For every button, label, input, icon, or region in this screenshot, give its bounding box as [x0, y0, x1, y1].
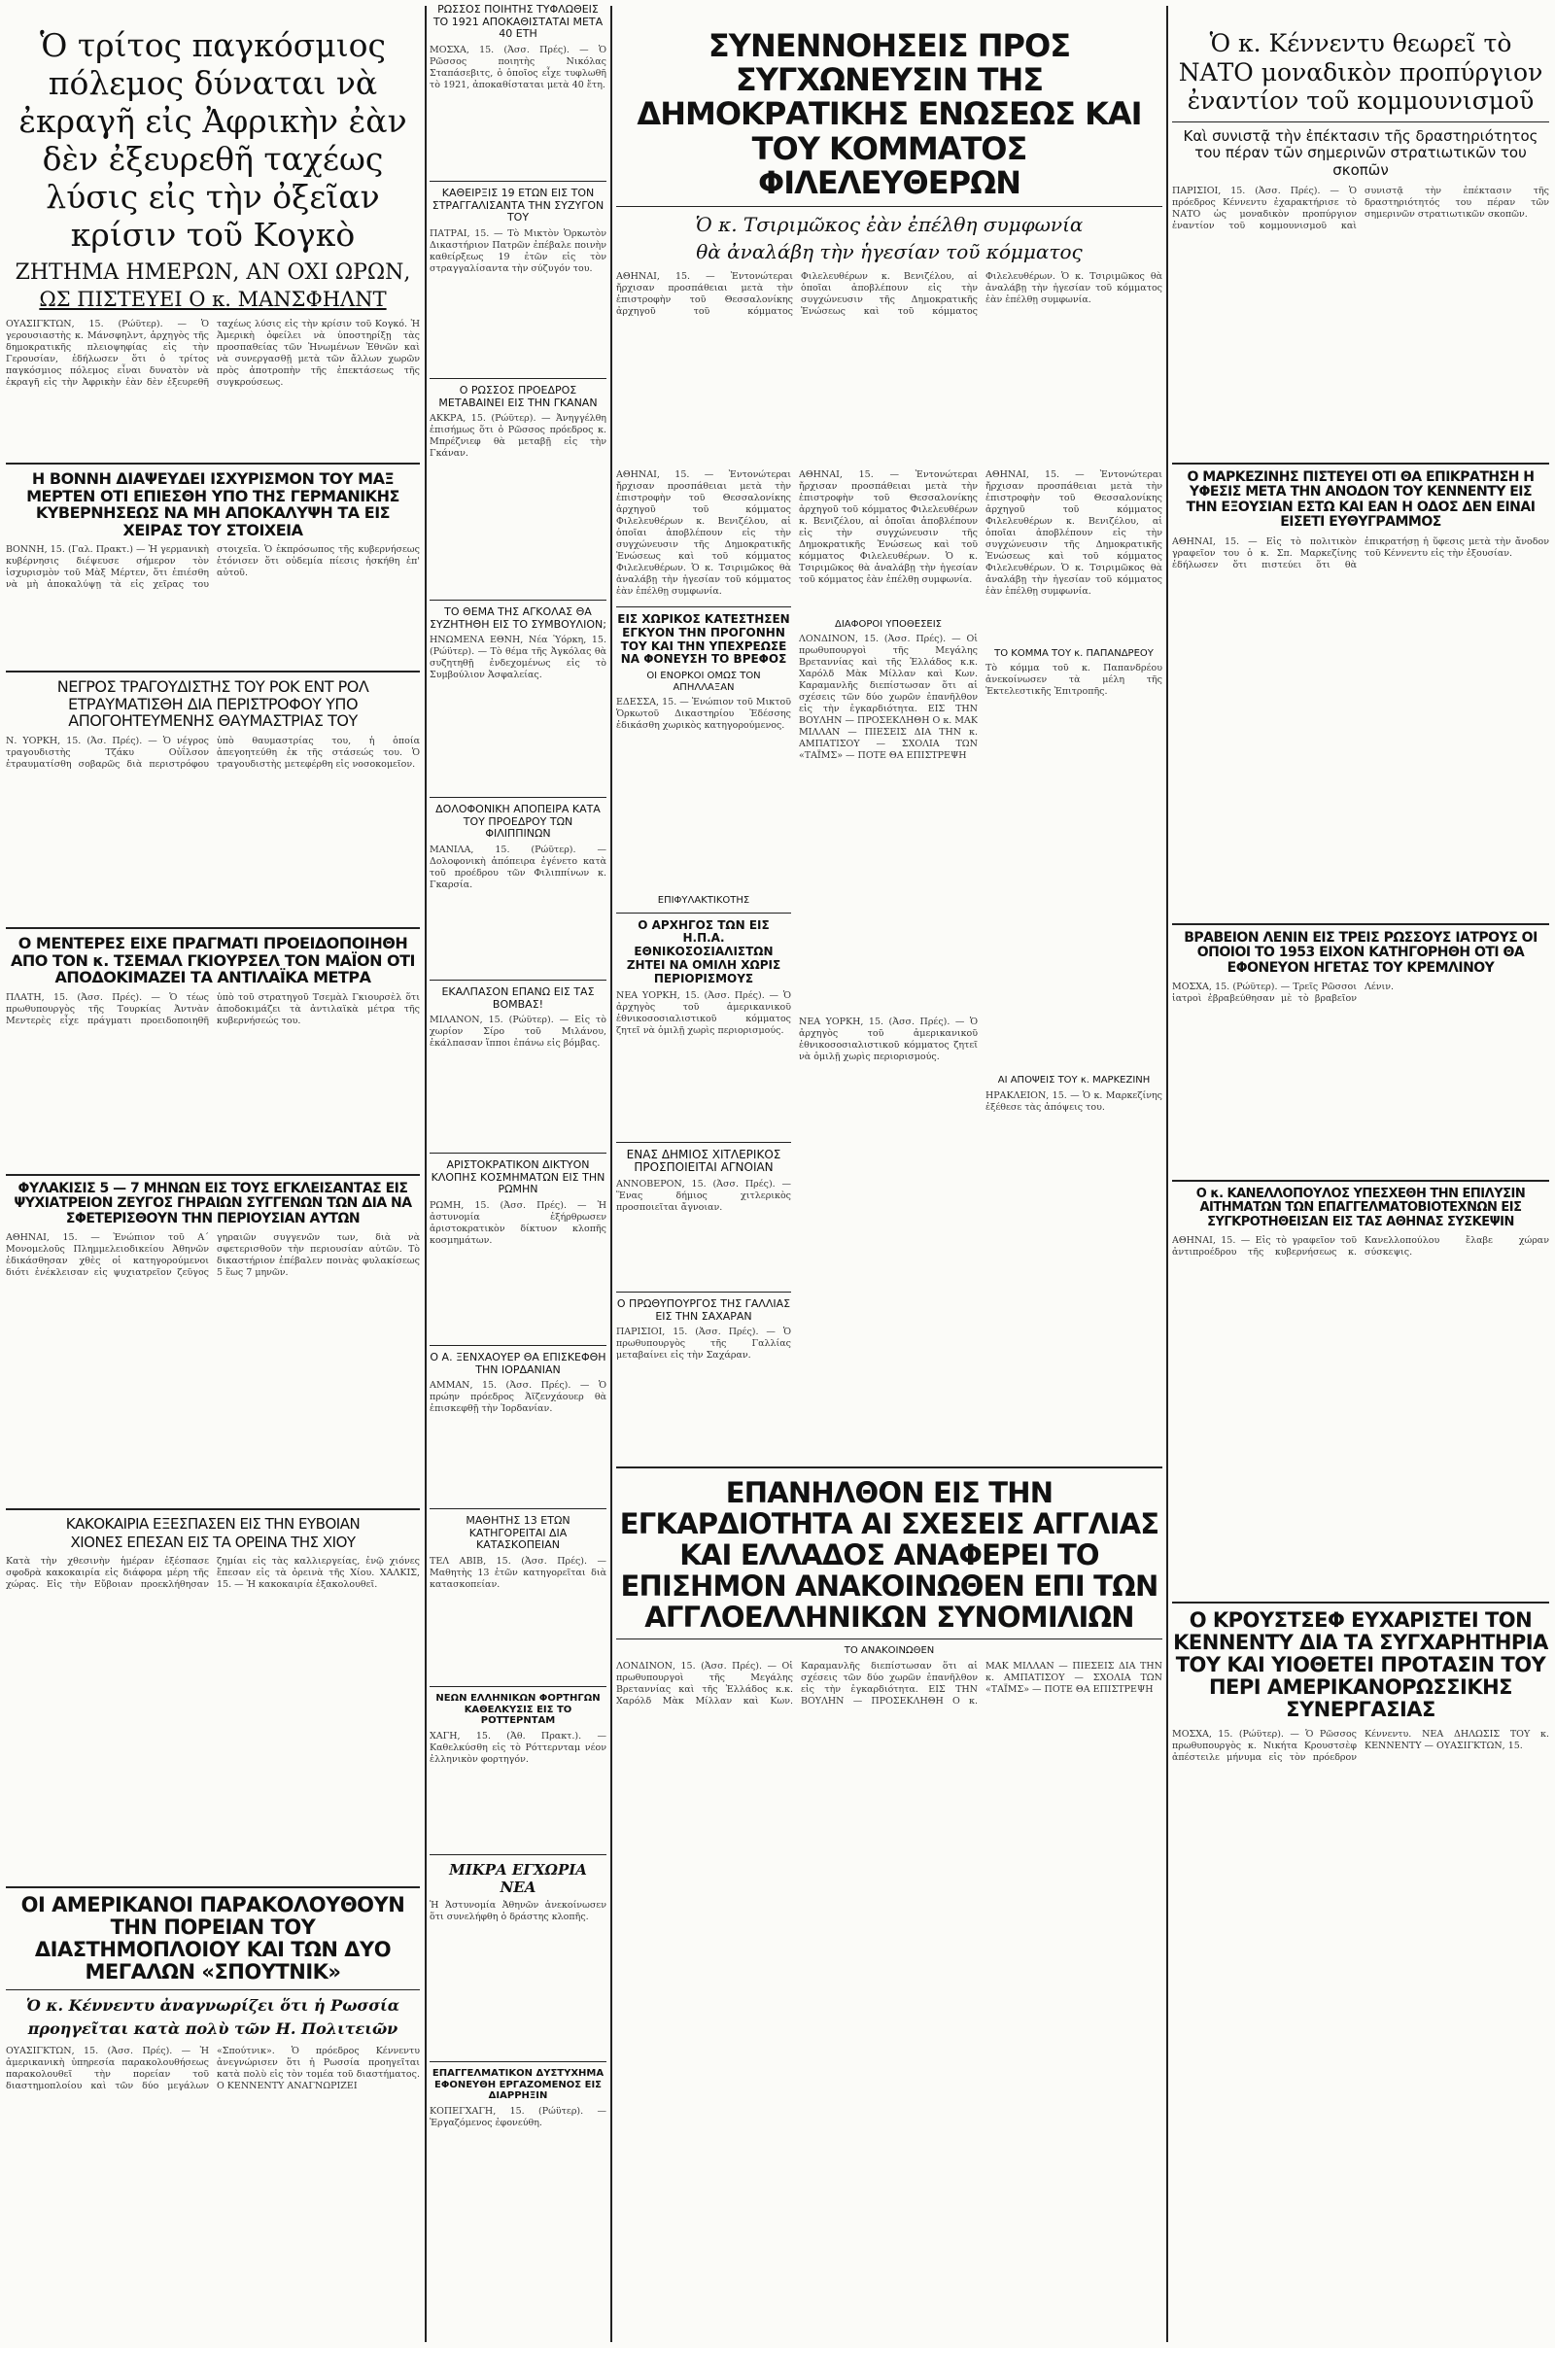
article-body: ΜΑΝΙΛΑ, 15. (Ρώϋτερ). — Δολοφονικὴ ἀπόπειρα ἐγένετο κατὰ τοῦ προέδρου τῶν Φιλιππίνων κ. Γκαρσία.: [430, 844, 606, 890]
story-jordan: [430, 1352, 606, 1502]
divider: [430, 1345, 606, 1346]
story-jewel-theft: [430, 1159, 606, 1339]
divider: [6, 671, 420, 673]
divider: [1172, 121, 1549, 122]
headline-freighters: ΝΕΩΝ ΕΛΛΗΝΙΚΩΝ ΦΟΡΤΗΓΩΝ ΚΑΘΕΛΚΥΣΙΣ ΕΙΣ ΤΟ ΡΟΤΤΕΡΝΤΑΜ: [435, 1693, 601, 1726]
article-body: ΜΟΣΧΑ, 15. (Ρώϋτερ). — Τρεῖς Ρῶσσοι ἰατροὶ ἐβραβεύθησαν μὲ τὸ βραβεῖον Λένιν.: [1172, 982, 1395, 1005]
article-body: ΛΟΝΔΙΝΟΝ, 15. (Ἀσσ. Πρές). — Οἱ πρωθυπουργοὶ τῆς Μεγάλης Βρεταννίας καὶ τῆς Ἑλλάδος κ.κ. Χαρόλδ Μὰκ Μίλλαν καὶ Κων. Καραμανλῆς διεπίστωσαν ὅτι αἱ σχέσεις τῶν δύο χωρῶν ἐπανῆλθον εἰς τὴν ἐγκαρδιότητα. ΕΙΣ ΤΗΝ ΒΟΥΛΗΝ — ΠΡΟΣΕΚΛΗΘΗ Ο κ. ΜΑΚ ΜΙΛΛΑΝ — ΠΙΕΣΕΙΣ ΔΙΑ ΤΗΝ κ. ΑΜΠΑΤΙΣΟΥ — ΣΧΟΛΙΑ ΤΩΝ «ΤΑΪΜΣ» — ΠΟΤΕ ΘΑ ΕΠΙΣΤΡΕΨΗ: [616, 1660, 1162, 1707]
article-body: ΠΑΤΡΑΙ, 15. — Τὸ Μικτὸν Ὁρκωτὸν Δικαστήριον Πατρῶν ἐπέβαλε ποινὴν καθείρξεως 19 ἐτῶν εἰς τὸν στραγγαλίσαντα τὴν σύζυγόν του.: [430, 227, 606, 274]
story-freighters: [430, 1693, 606, 1848]
subheadline: Ὁ κ. Τσιριμῶκος ἐὰν ἐπέλθη συμφωνία: [695, 212, 1084, 236]
headline-lenin-prize: ΒΡΑΒΕΙΟΝ ΛΕΝΙΝ ΕΙΣ ΤΡΕΙΣ ΡΩΣΣΟΥΣ ΙΑΤΡΟΥΣ ΟΙ ΟΠΟΙΟΙ ΤΟ 1953 ΕΙΧΟΝ ΚΑΤΗΓΟΡΗΘΗ ΟΤΙ ΘΑ ΕΦΟΝΕΥΟΝ ΗΓΕΤΑΣ ΤΟΥ ΚΡΕΜΛΙΝΟΥ: [1184, 931, 1538, 976]
article-body: ΑΘΗΝΑΙ, 15. — Ἐντονώτεραι ἤρχισαν προσπάθειαι μετὰ τὴν ἐπιστροφὴν τοῦ Θεσσαλονίκης ἀρχηγοῦ τοῦ κόμματος Φιλελευθέρων κ. Βενιζέλου, αἱ ὁποῖαι ἀποβλέπουν εἰς τὴν συγχώνευσιν τῆς Δημοκρατικῆς Ἑνώσεως καὶ τοῦ κόμματος Φιλελευθέρων. Ὁ κ. Τσιριμῶκος θὰ ἀναλάβῃ τὴν ἡγεσίαν τοῦ κόμματος ἐὰν ἐπέλθῃ συμφωνία.: [616, 270, 1162, 317]
story-bombs: [430, 986, 606, 1147]
column-rule: [610, 6, 612, 2342]
divider: [616, 206, 1162, 207]
lower-grid: [616, 469, 1162, 1461]
headline-strangler: ΚΑΘΕΙΡΞΙΣ 19 ΕΤΩΝ ΕΙΣ ΤΟΝ ΣΤΡΑΓΓΑΛΙΣΑΝΤΑ ΤΗΝ ΣΥΖΥΓΟΝ ΤΟΥ: [432, 188, 605, 224]
story-espionage: [430, 1515, 606, 1680]
divider: [430, 1854, 606, 1855]
article-body: ΠΑΡΙΣΙΟΙ, 15. (Ἀσσ. Πρές). — Ὁ πρωθυπουργὸς τῆς Γαλλίας μεταβαίνει εἰς τὴν Σαχάραν.: [616, 1327, 791, 1362]
divider: [430, 1686, 606, 1687]
article-body: ΚΟΠΕΓΧΑΓΗ, 15. (Ρώϋτερ). — Ἐργαζόμενος ἐφονεύθη.: [430, 2105, 606, 2128]
sub-column: [985, 469, 1162, 1461]
headline-espionage: ΜΑΘΗΤΗΣ 13 ΕΤΩΝ ΚΑΤΗΓΟΡΕΙΤΑΙ ΔΙΑ ΚΑΤΑΣΚΟΠΕΙΑΝ: [466, 1515, 570, 1552]
divider: [616, 1638, 1162, 1639]
subheadline: ΑΙ ΑΠΟΨΕΙΣ ΤΟΥ κ. ΜΑΡΚΕΖΙΝΗ: [997, 1075, 1151, 1087]
headline-markezinis: Ο ΜΑΡΚΕΖΙΝΗΣ ΠΙΣΤΕΥΕΙ ΟΤΙ ΘΑ ΕΠΙΚΡΑΤΗΣΗ Η ΥΦΕΣΙΣ ΜΕΤΑ ΤΗΝ ΑΝΟΔΟΝ ΤΟΥ ΚΕΝΝΕΝΤΥ ΕΙΣ ΤΗΝ ΕΞΟΥΣΙΑΝ ΕΣΤΩ ΚΑΙ ΕΑΝ Η ΟΔΟΣ ΔΕΝ ΕΙΝΑΙ ΕΙΣΕΤΙ ΕΥΘΥΓΡΑΜΜΟΣ: [1186, 470, 1536, 531]
subheadline: θὰ ἀναλάβη τὴν ἡγεσίαν τοῦ κόμματος: [696, 239, 1083, 263]
divider: [6, 463, 420, 465]
article-body: ΟΥΑΣΙΓΚΤΩΝ, 15. (Ρώϋτερ). — Ὁ γερουσιαστὴς κ. Μάνσφηλντ, ἀρχηγὸς τῆς δημοκρατικῆς πλειοψηφίας εἰς τὴν Γερουσίαν, ἐδήλωσεν ὅτι ὁ τρίτος παγκόσμιος πόλεμος εἶναι δυνατὸν νὰ ἐκραγῆ εἰς τὴν Ἀφρικὴν ἐὰν δὲν ἐξευρεθῆ ταχέως λύσις εἰς τὴν κρίσιν τοῦ Κογκό. Ἡ Ἀμερικὴ ὀφείλει νὰ ὑποστηρίξῃ τὰς προσπαθείας τῶν Ἡνωμένων Ἐθνῶν καὶ νὰ συνεργασθῇ μετὰ τῶν ἄλλων χωρῶν πρὸς ἀποτροπὴν τῆς ἐπεκτάσεως τῆς συγκρούσεως.: [6, 319, 420, 389]
article-body: ΑΘΗΝΑΙ, 15. — Ἐντονώτεραι ἤρχισαν προσπάθειαι μετὰ τὴν ἐπιστροφὴν τοῦ Θεσσαλονίκης ἀρχηγοῦ τοῦ κόμματος Φιλελευθέρων κ. Βενιζέλου, αἱ ὁποῖαι ἀποβλέπουν εἰς τὴν συγχώνευσιν τῆς Δημοκρατικῆς Ἑνώσεως καὶ τοῦ κόμματος Φιλελευθέρων. Ὁ κ. Τσιριμῶκος θὰ ἀναλάβῃ τὴν ἡγεσίαν τοῦ κόμματος ἐὰν ἐπέλθῃ συμφωνία.: [616, 468, 791, 597]
article-body: ΝΕΑ ΥΟΡΚΗ, 15. (Ἀσσ. Πρές). — Ὁ ἀρχηγὸς τοῦ ἀμερικανικοῦ ἐθνικοσοσιαλιστικοῦ κόμματος ζητεῖ νὰ ὁμιλῇ χωρὶς περιορισμούς.: [616, 989, 791, 1036]
column-rule: [1166, 6, 1168, 2342]
subheadline: ΟΙ ΕΝΟΡΚΟΙ ΟΜΩΣ ΤΟΝ ΑΠΗΛΛΑΞΑΝ: [646, 671, 761, 693]
divider: [1172, 1180, 1549, 1182]
divider: [430, 181, 606, 182]
divider: [430, 600, 606, 601]
divider: [6, 1508, 420, 1510]
subheadline: ΕΠΙΦΥΛΑΚΤΙΚΟΤΗΣ: [657, 895, 750, 907]
divider: [1172, 923, 1549, 925]
story-angola: [430, 606, 606, 791]
story-rock-singer: [6, 678, 420, 921]
story-menderes: [6, 935, 420, 1168]
story-kanellopoulos: [1172, 1188, 1549, 1596]
story-local-news: [430, 1861, 606, 2055]
divider: [616, 1466, 1162, 1468]
story-khrushchev: [1172, 1609, 1549, 2348]
divider: [1172, 463, 1549, 465]
column-3: [616, 0, 1162, 2348]
headline-imprisonment: ΦΥΛΑΚΙΣΙΣ 5 — 7 ΜΗΝΩΝ ΕΙΣ ΤΟΥΣ ΕΓΚΛΕΙΣΑΝΤΑΣ ΕΙΣ ΨΥΧΙΑΤΡΕΙΟΝ ΖΕΥΓΟΣ ΓΗΡΑΙΩΝ ΣΥΓΓΕΝΩΝ ΤΩΝ ΔΙΑ ΝΑ ΣΦΕΤΕΡΙΣΘΟΥΝ ΤΗΝ ΠΕΡΙΟΥΣΙΑΝ ΑΥΤΩΝ: [14, 1182, 412, 1226]
subheadline: προηγεῖται κατὰ πολὺ τῶν Η. Πολιτειῶν: [27, 2018, 398, 2038]
headline-nato: Ὁ κ. Κέννεντυ θεωρεῖ τὸ ΝΑΤΟ μοναδικὸν προπύργιον ἐναντίον τοῦ κομμουνισμοῦ: [1178, 29, 1543, 115]
divider: [430, 1153, 606, 1154]
story-anglo-greek: [616, 1474, 1162, 2361]
headline-bonn: Η ΒΟΝΝΗ ΔΙΑΨΕΥΔΕΙ ΙΣΧΥΡΙΣΜΟΝ ΤΟΥ ΜΑΞ ΜΕΡΤΕΝ ΟΤΙ ΕΠΙΕΣΘΗ ΥΠΟ ΤΗΣ ΓΕΡΜΑΝΙΚΗΣ ΚΥΒΕΡΝΗΣΕΩΣ ΝΑ ΜΗ ΑΠΟΚΑΛΥΨΗ ΤΑ ΕΙΣ ΧΕΙΡΑΣ ΤΟΥ ΣΤΟΙΧΕΙΑ: [26, 470, 399, 539]
article-body: ΜΟΣΧΑ, 15. (Ρώϋτερ). — Ὁ Ρῶσσος πρωθυπουργὸς κ. Νικήτα Κρουστσὲφ ἀπέστειλε μήνυμα εἰς τὸν πρόεδρον Κέννεντυ. ΝΕΑ ΔΗΛΩΣΙΣ ΤΟΥ κ. ΚΕΝΝΕΝΤΥ — ΟΥΑΣΙΓΚΤΩΝ, 15.: [1172, 1729, 1549, 1764]
story-weather: [6, 1516, 420, 1880]
headline-ghana: Ο ΡΩΣΣΟΣ ΠΡΟΕΔΡΟΣ ΜΕΤΑΒΑΙΝΕΙ ΕΙΣ ΤΗΝ ΓΚΑΝΑΝ: [438, 385, 598, 409]
headline-sputnik: ΟΙ ΑΜΕΡΙΚΑΝΟΙ ΠΑΡΑΚΟΛΟΥΘΟΥΝ ΤΗΝ ΠΟΡΕΙΑΝ ΤΟΥ ΔΙΑΣΤΗΜΟΠΛΟΙΟΥ ΚΑΙ ΤΩΝ ΔΥΟ ΜΕΓΑΛΩΝ «ΣΠΟΥΤΝΙΚ»: [20, 1894, 405, 1984]
sub-column: [799, 469, 978, 1461]
headline-angola: ΤΟ ΘΕΜΑ ΤΗΣ ΑΓΚΟΛΑΣ ΘΑ ΣΥΖΗΤΗΘΗ ΕΙΣ ΤΟ ΣΥΜΒΟΥΛΙΟΝ;: [430, 606, 606, 631]
subheadline: ΔΙΑΦΟΡΟΙ ΥΠΟΘΕΣΕΙΣ: [835, 618, 942, 630]
article-body: ΑΚΚΡΑ, 15. (Ρώϋτερ). — Ἀνηγγέλθη ἐπισήμως ὅτι ὁ Ρῶσσος πρόεδρος κ. Μπρέζνιεφ θὰ μεταβῇ εἰς τὴν Γκάναν.: [430, 413, 606, 460]
column-1: [6, 0, 420, 2348]
article-body: Ἡ Ἀστυνομία Ἀθηνῶν ἀνεκοίνωσεν ὅτι συνελήφθη ὁ δράστης κλοπῆς.: [430, 1900, 606, 1922]
divider: [616, 1142, 791, 1143]
article-body: Τὸ κόμμα τοῦ κ. Παπανδρέου ἀνεκοίνωσεν τὰ μέλη τῆς Ἐκτελεστικῆς Ἐπιτροπῆς.: [985, 663, 1162, 698]
article-body: ΤΕΛ ΑΒΙΒ, 15. (Ἀσσ. Πρές). — Μαθητὴς 13 ἐτῶν κατηγορεῖται διὰ κατασκοπείαν.: [430, 1555, 606, 1590]
article-body: ΠΑΡΙΣΙΟΙ, 15. (Ἀσσ. Πρές). — Ὁ πρόεδρος Κέννεντυ ἐχαρακτήρισε τὸ ΝΑΤΟ ὡς μοναδικὸν προπύργιον ἐναντίον τοῦ κομμουνισμοῦ καὶ συνιστᾷ τὴν ἐπέκτασιν τῆς δραστηριότητός του πέραν τῶν σημερινῶν στρατιωτικῶν σκοπῶν.: [1172, 185, 1549, 231]
subheadline-weather: ΧΙΟΝΕΣ ΕΠΕΣΑΝ ΕΙΣ ΤΑ ΟΡΕΙΝΑ ΤΗΣ ΧΙΟΥ: [70, 1533, 356, 1551]
article-body: ΜΙΛΑΝΟΝ, 15. (Ρώϋτερ). — Εἰς τὸ χωρίον Σίρο τοῦ Μιλάνου, ἐκάλπασαν ἵπποι ἐπάνω εἰς βόμβας.: [430, 1015, 606, 1050]
headline-jewel-theft: ΑΡΙΣΤΟΚΡΑΤΙΚΟΝ ΔΙΚΤΥΟΝ ΚΛΟΠΗΣ ΚΟΣΜΗΜΑΤΩΝ ΕΙΣ ΤΗΝ ΡΩΜΗΝ: [431, 1159, 605, 1196]
headline-sahara: Ο ΠΡΩΘΥΠΟΥΡΓΟΣ ΤΗΣ ΓΑΛΛΙΑΣ ΕΙΣ ΤΗΝ ΣΑΧΑΡΑΝ: [616, 1297, 791, 1323]
story-sputnik: [6, 1894, 420, 2380]
story-philippines: [430, 804, 606, 974]
headline-weather: ΚΑΚΟΚΑΙΡΙΑ ΕΞΕΣΠΑΣΕΝ ΕΙΣ ΤΗΝ ΕΥΒΟΙΑΝ: [65, 1516, 361, 1533]
headline-rock-singer: ΝΕΓΡΟΣ ΤΡΑΓΟΥΔΙΣΤΗΣ ΤΟΥ ΡΟΚ ΕΝΤ ΡΟΛ ΕΤΡΑΥΜΑΤΙΣΘΗ ΔΙΑ ΠΕΡΙΣΤΡΟΦΟΥ ΥΠΟ ΑΠΟΓΟΗΤΕΥΜΕΝΗΣ ΘΑΥΜΑΣΤΡΙΑΣ ΤΟΥ: [56, 678, 369, 731]
article-body: ΑΘΗΝΑΙ, 15. — Εἰς τὸ γραφεῖον τοῦ ἀντιπροέδρου τῆς κυβερνήσεως κ. Κανελλοπούλου ἔλαβε χώραν σύσκεψις.: [1172, 1234, 1549, 1258]
divider: [430, 1508, 606, 1509]
banner-headline: ΣΥΝΕΝΝΟΗΣΕΙΣ ΠΡΟΣ ΣΥΓΧΩΝΕΥΣΙΝ ΤΗΣ ΔΗΜΟΚΡΑΤΙΚΗΣ ΕΝΩΣΕΩΣ ΚΑΙ ΤΟΥ ΚΟΜΜΑΤΟΣ ΦΙΛΕΛΕΥΘΕΡΩΝ: [637, 27, 1142, 201]
divider: [1172, 1602, 1549, 1604]
article-body: ΗΝΩΜΕΝΑ ΕΘΝΗ, Νέα Ὑόρκη, 15. (Ρώϋτερ). — Τὸ θέμα τῆς Ἀγκόλας θὰ συζητηθῇ ἐνδεχομένως εἰς τὸ Συμβούλιον Ἀσφαλείας.: [430, 635, 606, 681]
divider: [430, 980, 606, 981]
article-body: ΑΜΜΑΝ, 15. (Ἀσσ. Πρές). — Ὁ πρώην πρόεδρος Ἀϊζενχάουερ θὰ ἐπισκεφθῇ τὴν Ἰορδανίαν.: [430, 1380, 606, 1415]
headline-congo: Ὁ τρίτος παγκόσμιος πόλεμος δύναται νὰ ἐκραγῆ εἰς Ἀφρικὴν ἐὰν δὲν ἐξευρεθῆ ταχέως λύσις εἰς τὴν ὀξεῖαν κρίσιν τοῦ Κογκὸ: [18, 26, 407, 254]
column-rule: [425, 6, 427, 2342]
story-markezinis: [1172, 470, 1549, 917]
divider: [430, 2061, 606, 2062]
headline-philippines: ΔΟΛΟΦΟΝΙΚΗ ΑΠΟΠΕΙΡΑ ΚΑΤΑ ΤΟΥ ΠΡΟΕΔΡΟΥ ΤΩΝ ΦΙΛΙΠΠΙΝΩΝ: [435, 804, 601, 841]
headline-bombs: ΕΚΑΛΠΑΣΟΝ ΕΠΑΝΩ ΕΙΣ ΤΑΣ ΒΟΜΒΑΣ!: [441, 986, 595, 1011]
headline-kanellopoulos: Ο κ. ΚΑΝΕΛΛΟΠΟΥΛΟΣ ΥΠΕΣΧΕΘΗ ΤΗΝ ΕΠΙΛΥΣΙΝ ΑΙΤΗΜΑΤΩΝ ΤΩΝ ΕΠΑΓΓΕΛΜΑΤΟΒΙΟΤΕΧΝΩΝ ΕΙΣ ΣΥΓΚΡΟΤΗΘΕΙΣΑΝ ΕΙΣ ΤΑΣ ΑΘΗΝΑΣ ΣΥΣΚΕΨΙΝ: [1195, 1188, 1526, 1229]
article-body: ΑΘΗΝΑΙ, 15. — Ἐνώπιον τοῦ Α΄ Μονομελοῦς Πλημμελειοδικείου Ἀθηνῶν ἐδικάσθησαν χθὲς οἱ κατηγορούμενοι διότι ἐνέκλεισαν εἰς ψυχιατρεῖον ζεῦγος γηραιῶν συγγενῶν των, διὰ νὰ σφετερισθοῦν τὴν περιουσίαν αὐτῶν. Τὸ δικαστήριον ἐπέβαλεν ποινὰς φυλακίσεως 5 ἕως 7 μηνῶν.: [6, 1232, 420, 1279]
subheadline: ΤΟ ΑΝΑΚΟΙΝΩΘΕΝ: [844, 1645, 935, 1657]
article-body: Ν. ΥΟΡΚΗ, 15. (Ἀσ. Πρές). — Ὁ νέγρος τραγουδιστὴς Τζάκυ Οὐΐλσον ἐτραυματίσθη σοβαρῶς διὰ περιστρόφου ὑπὸ θαυμαστρίας του, ἡ ὁποία ἀπεγοητεύθη ἐκ τῆς στάσεώς του. Ὁ τραγουδιστὴς μετεφέρθη εἰς νοσοκομεῖον.: [6, 735, 420, 770]
divider: [430, 378, 606, 379]
story-lenin-prize: [1172, 931, 1549, 1174]
divider: [616, 606, 791, 607]
divider: [6, 1886, 420, 1888]
subheadline: ΩΣ ΠΙΣΤΕΥΕΙ Ο κ. ΜΑΝΣΦΗΛΝΤ: [39, 287, 387, 311]
story-bonn: [6, 470, 420, 665]
headline-anglo-greek: ΕΠΑΝΗΛΘΟΝ ΕΙΣ ΤΗΝ ΕΓΚΑΡΔΙΟΤΗΤΑ ΑΙ ΣΧΕΣΕΙΣ ΑΓΓΛΙΑΣ ΚΑΙ ΕΛΛΑΔΟΣ ΑΝΑΦΕΡΕΙ ΤΟ ΕΠΙΣΗΜΟΝ ΑΝΑΚΟΙΝΩΘΕΝ ΕΠΙ ΤΩΝ ΑΓΓΛΟΕΛΛΗΝΙΚΩΝ ΣΥΝΟΜΙΛΙΩΝ: [619, 1475, 1159, 1634]
headline-executioner: ΕΝΑΣ ΔΗΜΙΟΣ ΧΙΤΛΕΡΙΚΟΣ ΠΡΟΣΠΟΙΕΙΤΑΙ ΑΓΝΟΙΑΝ: [626, 1147, 781, 1175]
subheadline: ΤΟ ΚΟΜΜΑ ΤΟΥ κ. ΠΑΠΑΝΔΡΕΟΥ: [994, 647, 1154, 659]
divider: [6, 1174, 420, 1176]
column-2: [430, 0, 606, 2348]
article-body: ΡΩΜΗ, 15. (Ἀσσ. Πρές). — Ἡ ἀστυνομία ἐξήρθρωσεν ἀριστοκρατικὸν δίκτυον κλοπῆς κοσμημάτων.: [430, 1199, 606, 1246]
article-body: ΠΛΑΤΗ, 15. (Ἀσσ. Πρές). — Ὁ τέως πρωθυπουργὸς τῆς Τουρκίας Ἀντνὰν Μεντερὲς εἶχε πράγματι προειδοποιηθῆ ὑπὸ τοῦ στρατηγοῦ Τσεμὰλ Γκιουρσὲλ ὅτι ἀποδοκιμάζει τὰ ἀντιλαϊκὰ μέτρα τῆς κυβερνήσεώς του.: [6, 991, 420, 1026]
article-body: ΒΟΝΝΗ, 15. (Γαλ. Πρακτ.) — Ἡ γερμανικὴ κυβέρνησις διέψευσε σήμερον τὸν ἰσχυρισμὸν τοῦ Μὰξ Μέρτεν, ὅτι ἐπιέσθη νὰ μὴ ἀποκαλύψῃ τὰ εἰς χεῖρας του στοιχεῖα. Ὁ ἐκπρόσωπος τῆς κυβερνήσεως ἐτόνισεν ὅτι οὐδεμία πίεσις ἠσκήθη ἐπ' αὐτοῦ.: [6, 544, 420, 591]
headline-farmer: ΕΙΣ ΧΩΡΙΚΟΣ ΚΑΤΕΣΤΗΣΕΝ ΕΓΚΥΟΝ ΤΗΝ ΠΡΟΓΟΝΗΝ ΤΟΥ ΚΑΙ ΤΗΝ ΥΠΕΧΡΕΩΣΕ ΝΑ ΦΟΝΕΥΣΗ ΤΟ ΒΡΕΦΟΣ: [617, 611, 790, 667]
article-body: ΑΘΗΝΑΙ, 15. — Ἐντονώτεραι ἤρχισαν προσπάθειαι μετὰ τὴν ἐπιστροφὴν τοῦ Θεσσαλονίκης ἀρχηγοῦ τοῦ κόμματος Φιλελευθέρων κ. Βενιζέλου, αἱ ὁποῖαι ἀποβλέπουν εἰς τὴν συγχώνευσιν τῆς Δημοκρατικῆς Ἑνώσεως καὶ τοῦ κόμματος Φιλελευθέρων. Ὁ κ. Τσιριμῶκος θὰ ἀναλάβῃ τὴν ἡγεσίαν τοῦ κόμματος ἐὰν ἐπέλθῃ συμφωνία.: [985, 468, 1162, 597]
story-strangler: [430, 188, 606, 372]
article-body: ΧΑΓΗ, 15. (Ἀθ. Πρακτ.). — Καθελκύσθη εἰς τὸ Ρόττερνταμ νέον ἑλληνικὸν φορτηγόν.: [430, 1730, 606, 1765]
headline-nazis: Ο ΑΡΧΗΓΟΣ ΤΩΝ ΕΙΣ Η.Π.Α. ΕΘΝΙΚΟΣΟΣΙΑΛΙΣΤΩΝ ΖΗΤΕΙ ΝΑ ΟΜΙΛΗ ΧΩΡΙΣ ΠΕΡΙΟΡΙΣΜΟΥΣ: [626, 917, 781, 985]
article-body: ΝΕΑ ΥΟΡΚΗ, 15. (Ἀσσ. Πρές). — Ὁ ἀρχηγὸς τοῦ ἀμερικανικοῦ ἐθνικοσοσιαλιστικοῦ κόμματος ζητεῖ νὰ ὁμιλῇ χωρὶς περιορισμούς.: [799, 1017, 978, 1063]
divider: [6, 927, 420, 929]
divider: [6, 1989, 420, 1990]
headline-jordan: Ο Α. ΞΕΝΧΑΟΥΕΡ ΘΑ ΕΠΙΣΚΕΦΘΗ ΤΗΝ ΙΟΡΔΑΝΙΑΝ: [430, 1352, 606, 1376]
headline-menderes: Ο ΜΕΝΤΕΡΕΣ ΕΙΧΕ ΠΡΑΓΜΑΤΙ ΠΡΟΕΙΔΟΠΟΙΗΘΗ ΑΠΟ ΤΟΝ κ. ΤΣΕΜΑΛ ΓΚΙΟΥΡΣΕΛ ΤΟΝ ΜΑΪΟΝ ΟΤΙ ΑΠΟΔΟΚΙΜΑΖΕΙ ΤΑ ΑΝΤΙΛΑΪΚΑ ΜΕΤΡΑ: [10, 935, 415, 987]
article-body: ΑΝΝΟΒΕΡΟΝ, 15. (Ἀσσ. Πρές). — Ἕνας δήμιος χιτλερικὸς προσποιεῖται ἄγνοιαν.: [616, 1179, 791, 1214]
article-body: ΟΥΑΣΙΓΚΤΩΝ, 15. (Ἀσσ. Πρές). — Ἡ ἀμερικανικὴ ὑπηρεσία παρακολουθήσεως παρακολουθεῖ τὴν πορείαν τοῦ διαστημοπλοίου καὶ τῶν δύο μεγάλων «Σπούτνικ». Ὁ πρόεδρος Κέννεντυ ἀνεγνώρισεν ὅτι ἡ Ρωσσία προηγεῖται κατὰ πολὺ εἰς τὸν τομέα τοῦ διαστήματος. Ο ΚΕΝΝΕΝΤΥ ΑΝΑΓΝΩΡΙΖΕΙ: [6, 2045, 420, 2091]
story-merger: [616, 0, 1162, 466]
article-body: ΑΘΗΝΑΙ, 15. — Ἐντονώτεραι ἤρχισαν προσπάθειαι μετὰ τὴν ἐπιστροφὴν τοῦ Θεσσαλονίκης ἀρχηγοῦ τοῦ κόμματος Φιλελευθέρων κ. Βενιζέλου, αἱ ὁποῖαι ἀποβλέπουν εἰς τὴν συγχώνευσιν τῆς Δημοκρατικῆς Ἑνώσεως καὶ τοῦ κόμματος Φιλελευθέρων. Ὁ κ. Τσιριμῶκος θὰ ἀναλάβῃ τὴν ἡγεσίαν τοῦ κόμματος ἐὰν ἐπέλθῃ συμφωνία.: [799, 468, 978, 585]
headline-khrushchev: Ο ΚΡΟΥΣΤΣΕΦ ΕΥΧΑΡΙΣΤΕΙ ΤΟΝ ΚΕΝΝΕΝΤΥ ΔΙΑ ΤΑ ΣΥΓΧΑΡΗΤΗΡΙΑ ΤΟΥ ΚΑΙ ΥΙΟΘΕΤΕΙ ΠΡΟΤΑΣΙΝ ΤΟΥ ΠΕΡΙ ΑΜΕΡΙΚΑΝΟΡΩΣΣΙΚΗΣ ΣΥΝΕΡΓΑΣΙΑΣ: [1173, 1609, 1548, 1722]
story-russian-poet: [430, 0, 606, 175]
story-ghana: [430, 385, 606, 594]
article-body: ΗΡΑΚΛΕΙΟΝ, 15. — Ὁ κ. Μαρκεζίνης ἐξέθεσε τὰς ἀπόψεις του.: [985, 1089, 1162, 1113]
column-4: [1172, 0, 1549, 2348]
article-body: ΛΟΝΔΙΝΟΝ, 15. (Ἀσσ. Πρές). — Οἱ πρωθυπουργοὶ τῆς Μεγάλης Βρεταννίας καὶ τῆς Ἑλλάδος κ.κ. Χαρόλδ Μὰκ Μίλλαν καὶ Κων. Καραμανλῆς διεπίστωσαν ὅτι αἱ σχέσεις τῶν δύο χωρῶν ἐπανῆλθον εἰς τὴν ἐγκαρδιότητα. ΕΙΣ ΤΗΝ ΒΟΥΛΗΝ — ΠΡΟΣΕΚΛΗΘΗ Ο κ. ΜΑΚ ΜΙΛΛΑΝ — ΠΙΕΣΕΙΣ ΔΙΑ ΤΗΝ κ. ΑΜΠΑΤΙΣΟΥ — ΣΧΟΛΙΑ ΤΩΝ «ΤΑΪΜΣ» — ΠΟΤΕ ΘΑ ΕΠΙΣΤΡΕΨΗ: [799, 634, 978, 762]
headline-accident: ΕΠΑΓΓΕΛΜΑΤΙΚΟΝ ΔΥΣΤΥΧΗΜΑ ΕΦΟΝΕΥΘΗ ΕΡΓΑΖΟΜΕΝΟΣ ΕΙΣ ΔΙΑΡΡΗΞΙΝ: [432, 2068, 605, 2101]
headline-russian-poet: ΡΩΣΣΟΣ ΠΟΙΗΤΗΣ ΤΥΦΛΩΘΕΙΣ ΤΟ 1921 ΑΠΟΚΑΘΙΣΤΑΤΑΙ ΜΕΤΑ 40 ΕΤΗ: [432, 3, 604, 41]
subheadline: Ὁ κ. Κέννεντυ ἀναγνωρίζει ὅτι ἡ Ρωσσία: [25, 1996, 400, 2016]
article-body: ΑΘΗΝΑΙ, 15. — Εἰς τὸ πολιτικὸν γραφεῖον του ὁ κ. Σπ. Μαρκεζίνης ἐδήλωσεν ὅτι πιστεύει ὅτι θὰ ἐπικρατήσῃ ἡ ὕφεσις μετὰ τὴν ἄνοδον τοῦ Κέννεντυ εἰς τὴν ἐξουσίαν.: [1172, 535, 1549, 570]
sub-column: [616, 469, 791, 1461]
article-body: Κατὰ τὴν χθεσινὴν ἡμέραν ἐξέσπασε σφοδρὰ κακοκαιρία εἰς διάφορα μέρη τῆς χώρας. Εἰς τὴν Εὔβοιαν προεκλήθησαν ζημίαι εἰς τὰς καλλιεργείας, ἐνῷ χιόνες ἔπεσαν εἰς τὰ ὀρεινὰ τῆς Χίου. ΧΑΛΚΙΣ, 15. — Ἡ κακοκαιρία ἐξακολουθεῖ.: [6, 1556, 420, 1590]
divider: [616, 1292, 791, 1293]
article-body: ΜΟΣΧΑ, 15. (Ἀσσ. Πρές). — Ὁ Ρῶσσος ποιητὴς Νικόλας Σταπάσεβιτς, ὁ ὁποῖος εἶχε τυφλωθῆ τὸ 1921, ἀποκαθίσταται μετὰ 40 ἔτη.: [430, 44, 606, 90]
article-body: ΕΔΕΣΣΑ, 15. — Ἐνώπιον τοῦ Μικτοῦ Ὁρκωτοῦ Δικαστηρίου Ἐδέσσης ἐδικάσθη χωρικὸς κατηγορούμενος.: [616, 697, 791, 732]
subheadline: Καὶ συνιστᾷ τὴν ἐπέκτασιν τῆς δραστηριότητος του πέραν τῶν σημερινῶν στρατιωτικῶν του σκοπῶν: [1183, 126, 1538, 179]
story-congo: [6, 0, 420, 457]
divider: [430, 797, 606, 798]
divider: [616, 913, 791, 914]
story-accident: [430, 2068, 606, 2175]
story-nato: [1172, 0, 1549, 457]
headline-local-news: ΜΙΚΡΑ ΕΓΧΩΡΙΑ ΝΕΑ: [449, 1861, 587, 1896]
subheadline: ΖΗΤΗΜΑ ΗΜΕΡΩΝ, ΑΝ ΟΧΙ ΩΡΩΝ,: [15, 259, 411, 285]
story-imprisonment: [6, 1182, 420, 1502]
